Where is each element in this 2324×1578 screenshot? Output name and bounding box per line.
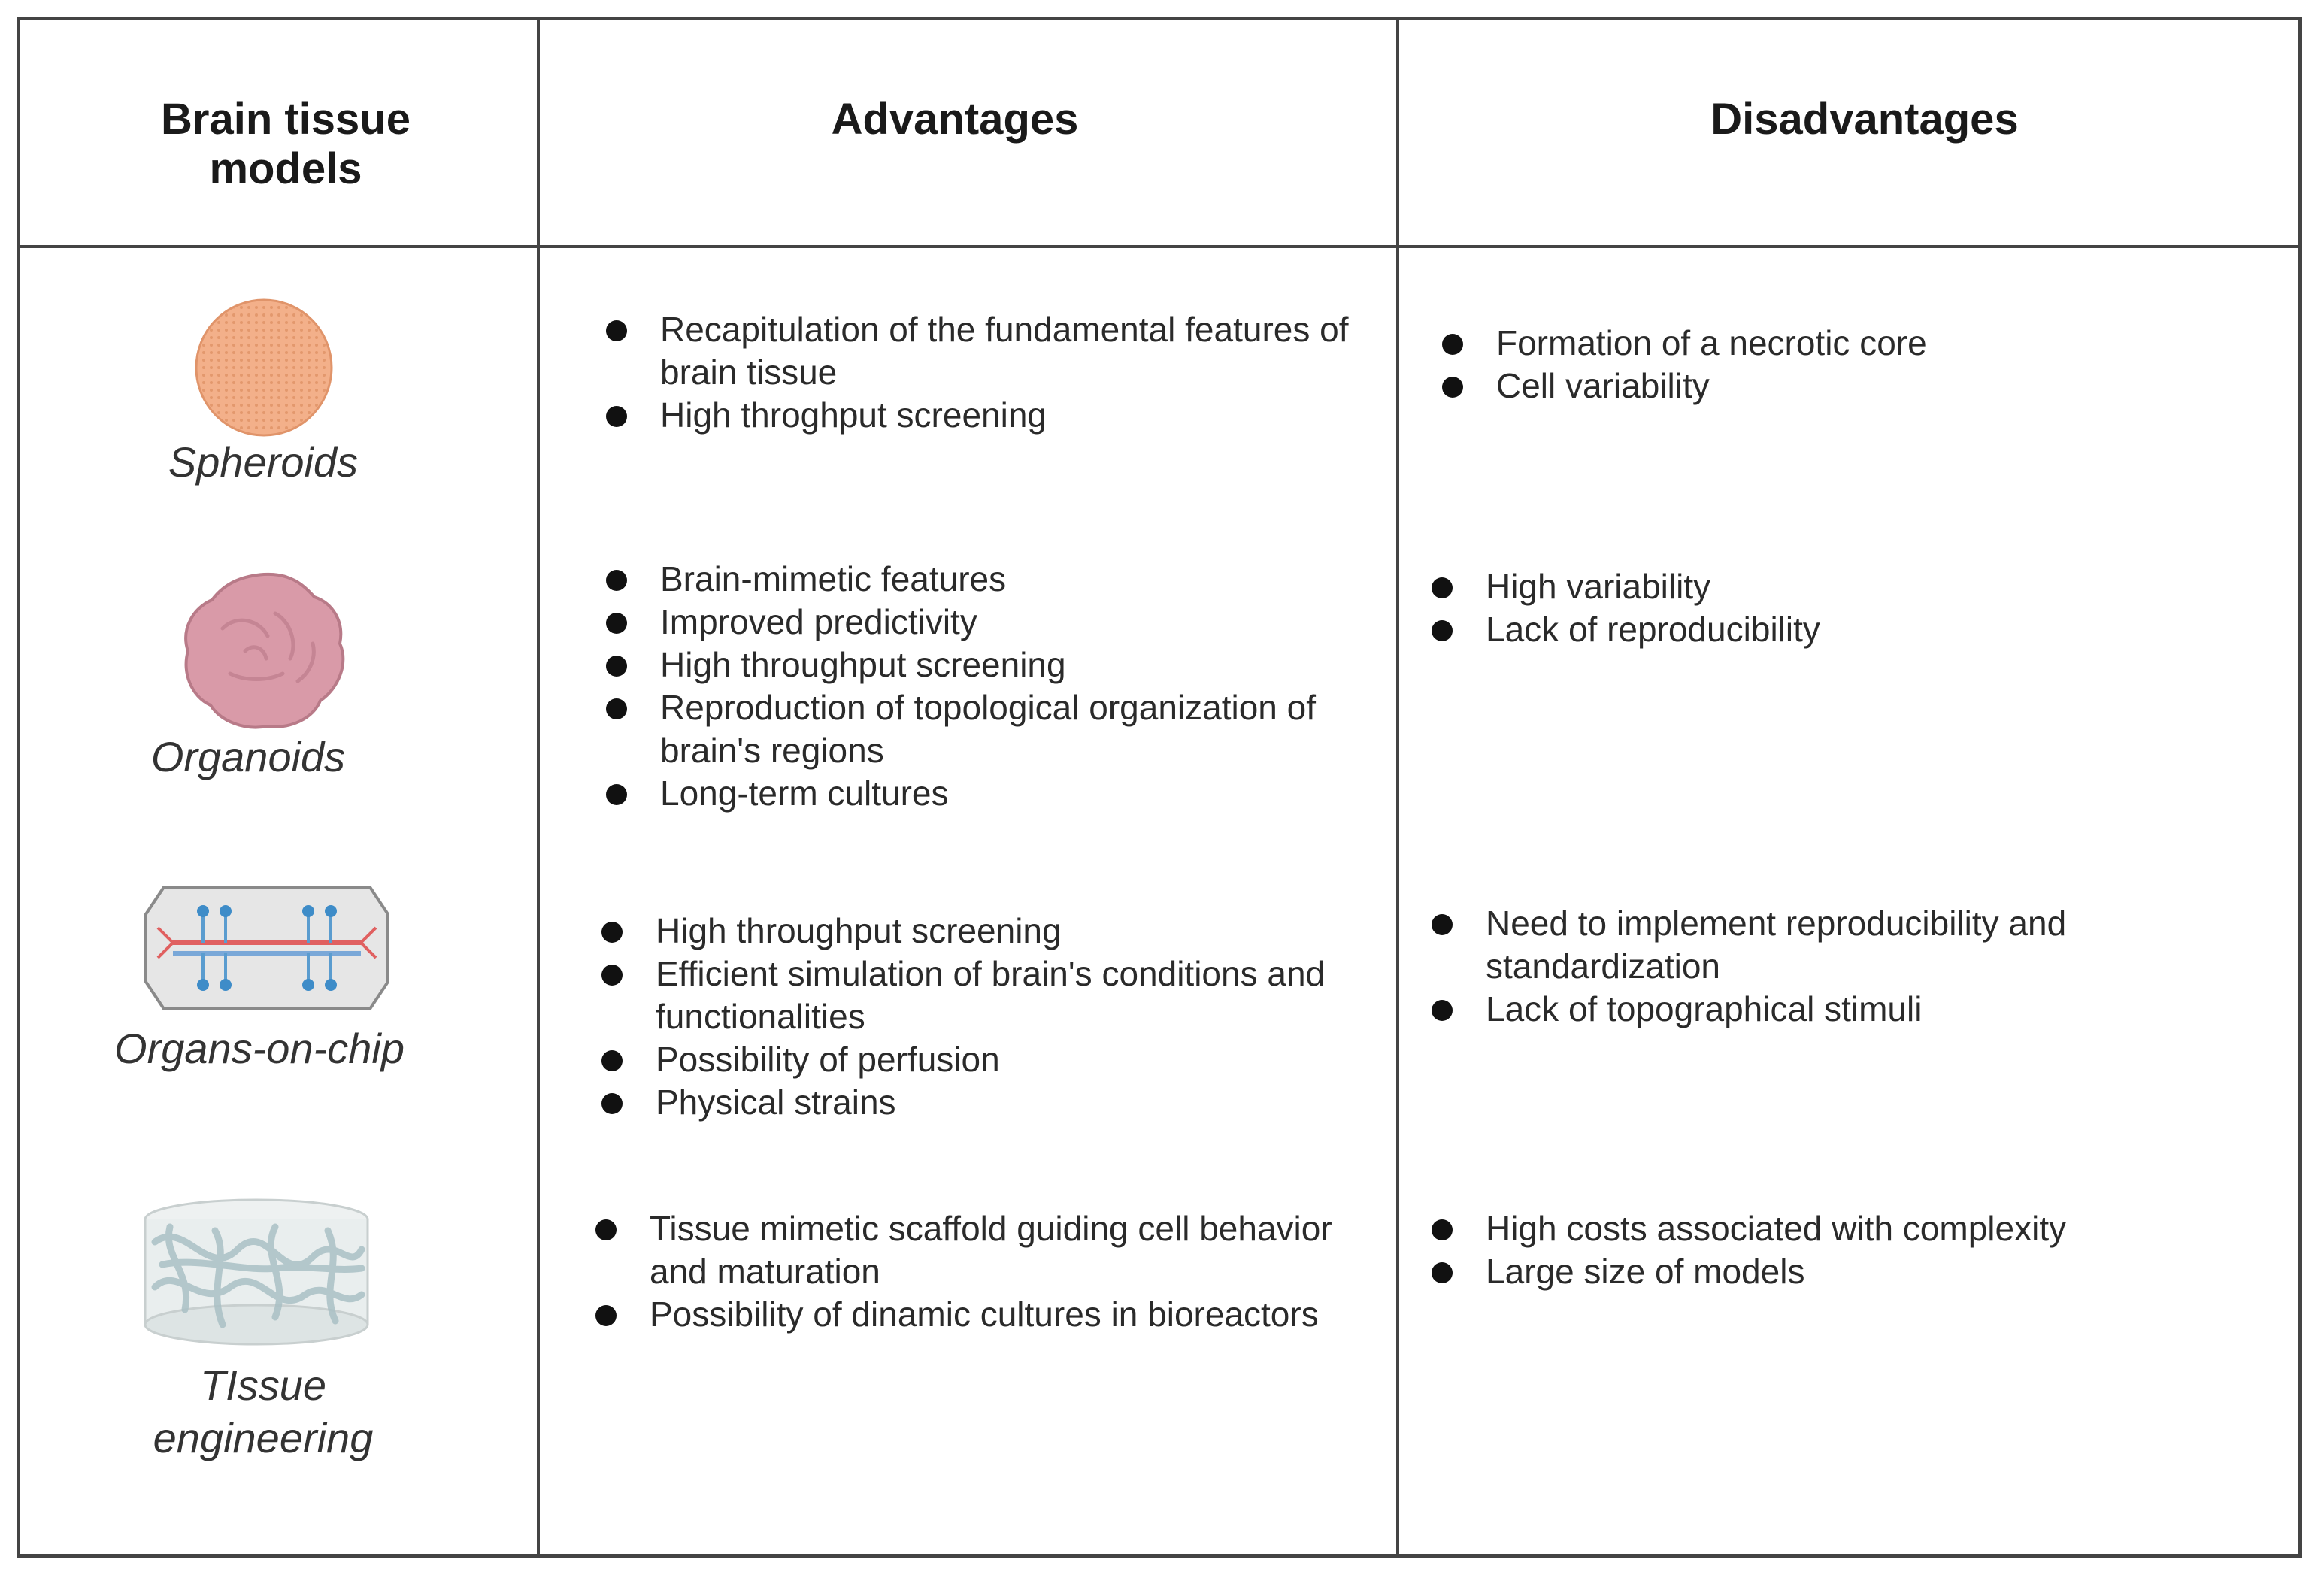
list-item: Lack of reproducibility <box>1486 608 2238 651</box>
model-label-organs-on-chip: Organs-on-chip <box>114 1025 405 1072</box>
header-advantages: Advantages <box>831 95 1079 144</box>
header-models: Brain tissue models <box>161 95 411 193</box>
header-disadvantages: Disadvantages <box>1710 95 2019 144</box>
disadvantages-list-organoids <box>1486 565 2238 651</box>
list-item: High variability <box>1486 565 2238 608</box>
list-item: Lack of topographical stimuli <box>1486 988 2238 1031</box>
model-label-tissue-engineering: TIssue engineering <box>153 1361 374 1461</box>
advantages-list-organs-on-chip <box>656 910 1347 1124</box>
advantages-list-tissue-engineering <box>650 1207 1341 1336</box>
list-item: Reproduction of topological organization of brain's regions <box>660 686 1352 772</box>
list-item: Brain-mimetic features <box>660 558 1352 601</box>
disadvantages-list-organs-on-chip <box>1486 902 2238 1031</box>
list-item: Tissue mimetic scaffold guiding cell behavior and maturation <box>650 1207 1341 1293</box>
list-item: Physical strains <box>656 1081 1347 1124</box>
list-item: High throughput screening <box>660 644 1352 686</box>
list-item: Need to implement reproducibility and standardization <box>1486 902 2238 988</box>
list-item: High throghput screening <box>660 394 1352 437</box>
list-item: Formation of a necrotic core <box>1496 322 2248 365</box>
list-item: High throughput screening <box>656 910 1347 953</box>
spheroid-icon <box>192 296 335 439</box>
organ-on-chip-icon <box>143 884 391 1012</box>
model-label-spheroids: Spheroids <box>168 438 359 486</box>
organoid-icon <box>177 568 350 734</box>
list-item: Large size of models <box>1486 1250 2238 1293</box>
scaffold-icon <box>140 1197 373 1347</box>
list-item: Possibility of dinamic cultures in bioreactors <box>650 1293 1341 1336</box>
header-divider <box>17 245 2302 248</box>
advantages-list-spheroids <box>660 308 1352 437</box>
list-item: Cell variability <box>1496 365 2248 407</box>
list-item: High costs associated with complexity <box>1486 1207 2238 1250</box>
advantages-list-organoids <box>660 558 1352 815</box>
list-item: Recapitulation of the fundamental features of brain tissue <box>660 308 1352 394</box>
model-label-organoids: Organoids <box>150 733 346 780</box>
disadvantages-list-spheroids <box>1496 322 2248 407</box>
list-item: Possibility of perfusion <box>656 1038 1347 1081</box>
disadvantages-list-tissue-engineering <box>1486 1207 2238 1293</box>
list-item: Long-term cultures <box>660 772 1352 815</box>
list-item: Improved predictivity <box>660 601 1352 644</box>
list-item: Efficient simulation of brain's conditions and functionalities <box>656 953 1347 1038</box>
